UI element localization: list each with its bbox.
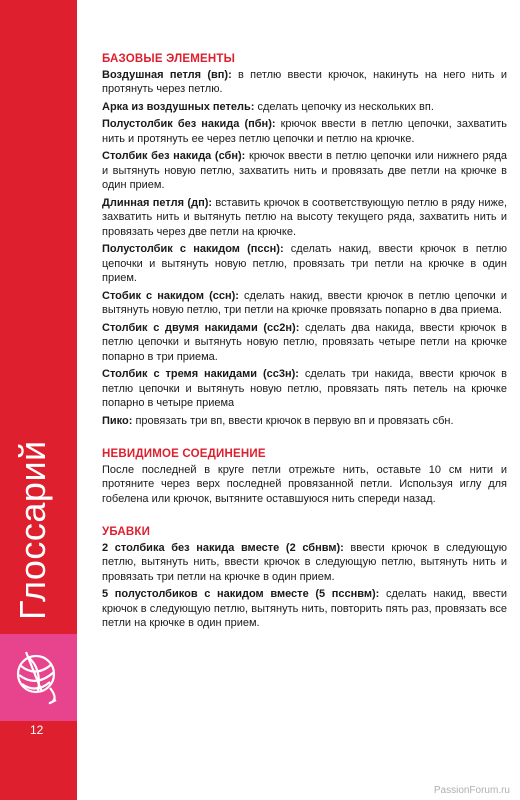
glossary-entry [102, 587, 507, 631]
glossary-definition: сделать накид, ввести крючок в петлю цепочки и вытянуть новую петлю, три петли на крючке провязать попарно в два приема. [102, 289, 507, 316]
glossary-entry [102, 289, 507, 318]
glossary-entry [102, 100, 507, 115]
glossary-definition: сделать цепочку из нескольких вп. [254, 100, 434, 113]
glossary-term: Арка из воздушных петель: [102, 100, 255, 113]
basic-entries [102, 68, 507, 429]
glossary-term: Воздушная петля (вп): [102, 68, 232, 81]
glossary-definition: сделать накид, ввести крючок в петлю цепочки и вытянуть новую петлю, провязать три петли на крючке в один прием. [102, 243, 507, 284]
sidebar-title: Глоссарий [12, 440, 53, 620]
glossary-term: Полустолбик с накидом (пссн): [102, 243, 284, 255]
glossary-term: 5 полустолбиков с накидом вместе (5 псснвм): [102, 588, 380, 600]
watermark: PassionForum.ru [433, 785, 510, 796]
glossary-definition: крючок ввести в петлю цепочки или нижнего ряда и вытянуть новую петлю, захватить нить и провязать две петли на крючке в один прием. [102, 150, 507, 191]
glossary-entry [102, 149, 507, 193]
glossary-entry [102, 414, 507, 429]
section-heading-decreases: УБАВКИ [102, 526, 151, 538]
page-number: 12 [30, 723, 44, 737]
glossary-content [102, 52, 507, 634]
glossary-definition: крючок ввести в петлю цепочки, захватить нить и протянуть ее через петлю цепочки и петлю на крючке. [102, 118, 507, 145]
glossary-entry [102, 117, 507, 146]
glossary-term: Стобик с накидом (ссн): [102, 289, 239, 302]
glossary-definition: ввести крючок в следующую петлю, вытянуть нить, ввести крючок в следующую петлю, вытянуть нить и провязать три петли на крючке в один прием. [102, 541, 507, 583]
invisible-join-text: После последней в круге петли отрежьте нить, оставьте 10 см нити и протяните через верх последней провязанной петли. Используя иглу для гобелена или крючок, вытяните оставшуюся нить спереди назад. [102, 463, 507, 505]
glossary-definition: провязать три вп, ввести крючок в первую вп и провязать сбн. [132, 414, 454, 427]
icon-box [0, 634, 77, 721]
glossary-term: 2 столбика без накида вместе (2 сбнвм): [102, 541, 344, 554]
glossary-entry [102, 541, 507, 585]
glossary-term: Столбик без накида (сбн): [102, 150, 246, 162]
glossary-definition: вставить крючок в соответствующую петлю в ряду ниже, захватить нить и вытянуть петлю на высоту текущего ряда, захватить нить и провязать через две петли на крючке. [102, 196, 507, 238]
glossary-term: Столбик с двумя накидами (сс2н): [102, 321, 300, 334]
sidebar [0, 0, 77, 800]
yarn-ball-icon [12, 648, 66, 706]
glossary-definition: сделать два накида, ввести крючок в петлю цепочки и вытянуть новую петлю, провязать четыре петли на крючке попарно в три приема. [102, 321, 507, 363]
glossary-term: Полустолбик без накида (пбн): [102, 118, 276, 130]
glossary-entry [102, 321, 507, 365]
section-heading-basic: БАЗОВЫЕ ЭЛЕМЕНТЫ [102, 53, 236, 65]
glossary-definition: сделать накид, ввести крючок в следующую петлю, вытянуть нить, повторить пять раз, провязать все петли на крючке в один прием. [102, 588, 507, 629]
decrease-entries [102, 541, 507, 631]
glossary-term: Пико: [102, 414, 133, 427]
section-heading-invisible: НЕВИДИМОЕ СОЕДИНЕНИЕ [102, 448, 266, 460]
glossary-definition: сделать три накида, ввести крючок в петлю цепочки и вытянуть новую петлю, провязать пять петель на крючке попарно в четыре приема [102, 368, 508, 409]
glossary-entry [102, 367, 507, 411]
glossary-term: Длинная петля (дп): [102, 196, 213, 209]
glossary-entry [102, 68, 507, 97]
glossary-term: Столбик с тремя накидами (сс3н): [102, 368, 299, 380]
glossary-entry [102, 196, 507, 240]
glossary-entry [102, 242, 507, 286]
glossary-definition: в петлю ввести крючок, накинуть на него нить и протянуть через петлю. [102, 68, 507, 95]
